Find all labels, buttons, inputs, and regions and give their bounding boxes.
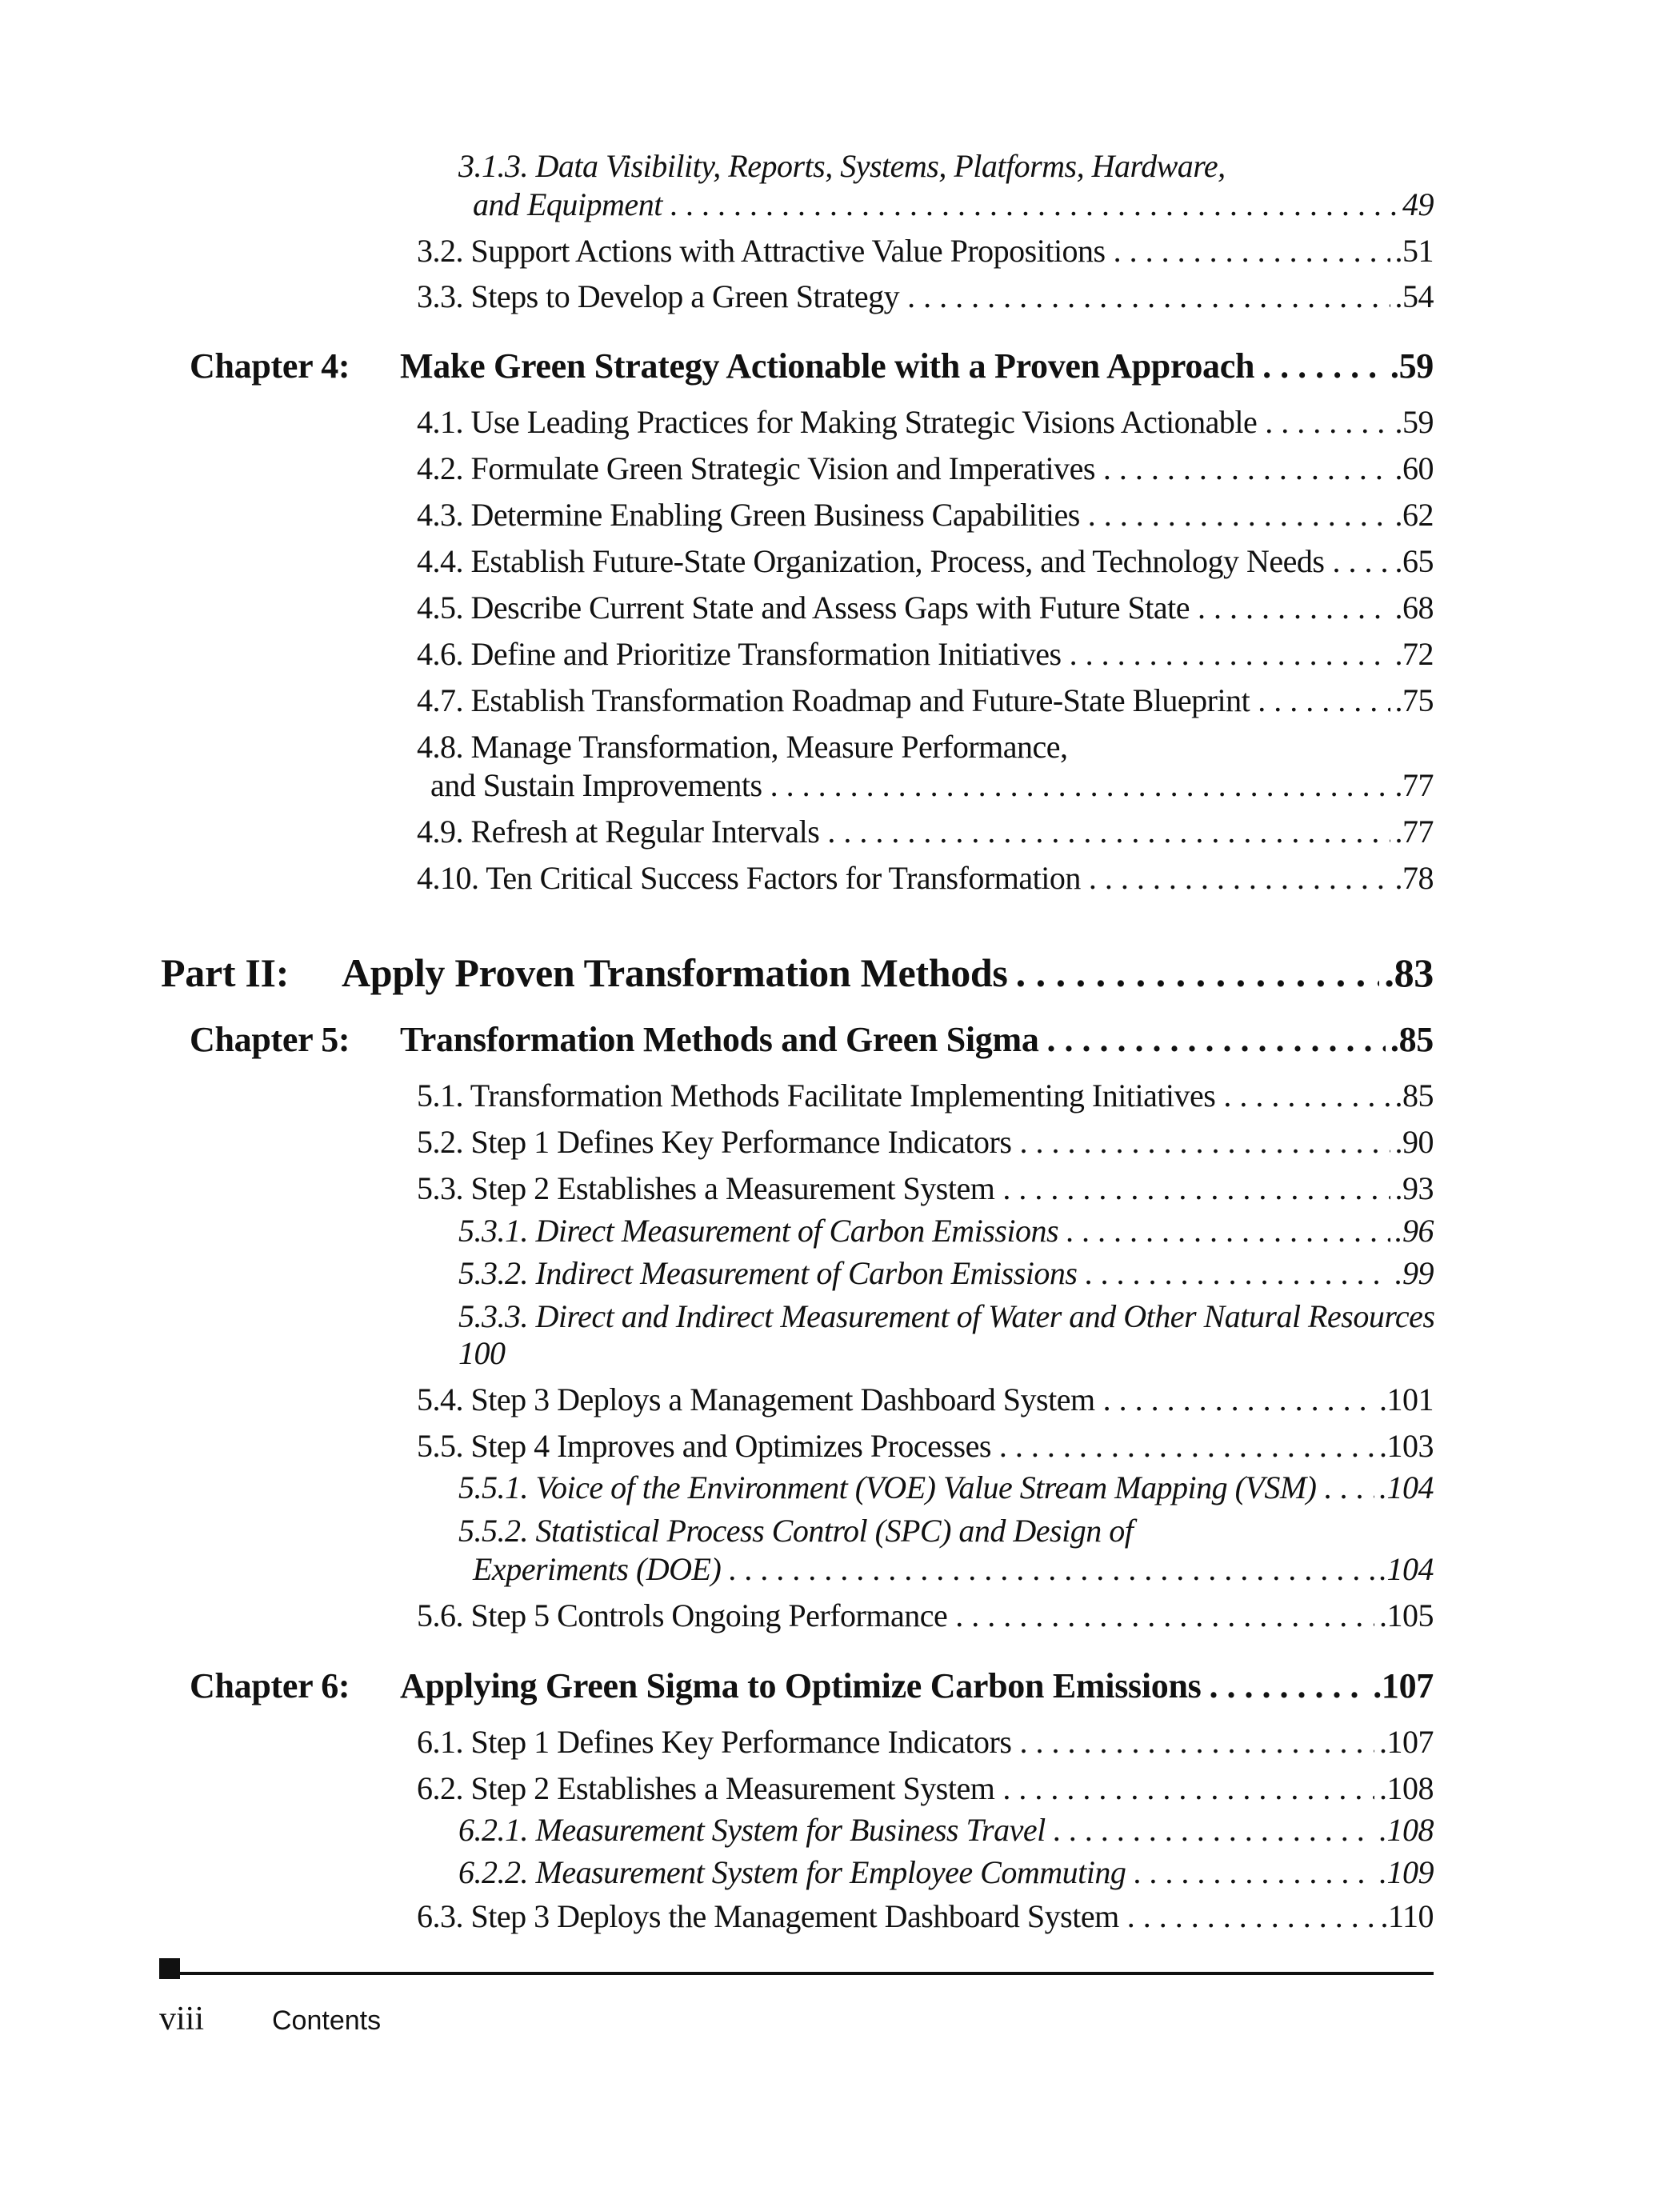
page-number: .51 — [1394, 233, 1434, 269]
page-number: 49 — [1402, 186, 1434, 222]
page-number: .104 — [1379, 1469, 1434, 1505]
toc-entry-4-10[interactable] — [417, 859, 1434, 898]
toc-entry-6-2[interactable] — [417, 1769, 1434, 1808]
dot-leader — [1019, 1123, 1390, 1161]
chapter-title: Applying Green Sigma to Optimize Carbon Emissions — [400, 1666, 1202, 1705]
toc-entry-4-2[interactable] — [417, 450, 1434, 488]
page-number: .75 — [1394, 682, 1434, 718]
toc-entry-5-3-3[interactable]: 5.3.3. Direct and Indirect Measurement of Water and Other Natural Resources — [458, 1298, 1435, 1334]
entry-title: and Equipment — [473, 186, 662, 222]
page-number: .103 — [1379, 1428, 1434, 1464]
dot-leader — [999, 1427, 1374, 1465]
toc-entry-5-5-1[interactable] — [458, 1469, 1434, 1507]
toc-entry-4-8[interactable] — [430, 766, 1434, 805]
page-number: .110 — [1380, 1898, 1434, 1934]
page-number: .93 — [1394, 1170, 1434, 1206]
chapter-title: Transformation Methods and Green Sigma — [400, 1020, 1039, 1059]
toc-entry-5-5[interactable] — [417, 1427, 1434, 1465]
entry-title: 6.2. Step 2 Establishes a Measurement System — [417, 1770, 995, 1806]
page-number: .85 — [1390, 1020, 1434, 1059]
toc-entry-6-2-2[interactable] — [458, 1853, 1434, 1892]
entry-title: 4.1. Use Leading Practices for Making Strategic Visions Actionable — [417, 404, 1258, 440]
entry-title: 4.7. Establish Transformation Roadmap and Future-State Blueprint — [417, 682, 1250, 718]
toc-chapter-4[interactable] — [190, 344, 1434, 389]
page-number: .72 — [1394, 636, 1434, 672]
entry-title: 4.10. Ten Critical Success Factors for Transformation — [417, 860, 1081, 896]
page-number: .90 — [1394, 1124, 1434, 1160]
page-number: .108 — [1379, 1770, 1434, 1806]
toc-entry-4-1[interactable] — [417, 403, 1434, 442]
toc-entry-4-7[interactable] — [417, 682, 1434, 720]
dot-leader — [1054, 1811, 1374, 1849]
dot-leader — [1002, 1769, 1374, 1808]
dot-leader — [1127, 1897, 1376, 1936]
dot-leader — [729, 1550, 1374, 1589]
toc-entry-4-3[interactable] — [417, 496, 1434, 534]
toc-entry-5-3[interactable] — [417, 1169, 1434, 1208]
toc-entry-4-4[interactable] — [417, 542, 1434, 581]
dot-leader — [1066, 1212, 1390, 1250]
entry-title: 4.2. Formulate Green Strategic Vision and Imperatives — [417, 450, 1095, 486]
page-number: .108 — [1379, 1812, 1434, 1848]
entry-title: 5.3.2. Indirect Measurement of Carbon Emissions — [458, 1255, 1078, 1291]
dot-leader — [827, 813, 1390, 851]
dot-leader — [1223, 1077, 1390, 1115]
toc-entry-3-1-3-line1: 3.1.3. Data Visibility, Reports, Systems, Platforms, Hardware, — [458, 148, 1226, 184]
page-number: .107 — [1373, 1666, 1434, 1705]
dot-leader — [1262, 344, 1386, 389]
toc-entry-3-1-3[interactable] — [473, 186, 1434, 224]
toc-entry-5-3-2[interactable] — [458, 1254, 1434, 1293]
entry-title: 6.3. Step 3 Deploys the Management Dashboard System — [417, 1898, 1119, 1934]
dot-leader — [1332, 542, 1390, 581]
dot-leader — [1089, 859, 1390, 898]
toc-entry-5-5-2[interactable] — [473, 1550, 1434, 1589]
toc-entry-6-3[interactable] — [417, 1897, 1434, 1936]
part-title: Apply Proven Transformation Methods — [342, 950, 1008, 995]
entry-title: 5.6. Step 5 Controls Ongoing Performance — [417, 1597, 948, 1633]
entry-title: 4.6. Define and Prioritize Transformation Initiatives — [417, 636, 1062, 672]
dot-leader — [1070, 635, 1390, 674]
dot-leader — [1103, 450, 1390, 488]
toc-entry-4-9[interactable] — [417, 813, 1434, 851]
page-number: .107 — [1379, 1724, 1434, 1760]
dot-leader — [1209, 1664, 1368, 1709]
footer-rule — [161, 1972, 1434, 1975]
entry-title: 3.2. Support Actions with Attractive Value Propositions — [417, 233, 1106, 269]
page-number: .85 — [1394, 1078, 1434, 1113]
toc-entry-3-3[interactable] — [417, 278, 1434, 316]
page-number: .99 — [1394, 1255, 1434, 1291]
page-number: .59 — [1390, 346, 1434, 386]
running-head: Contents — [272, 2005, 382, 2036]
dot-leader — [1047, 1018, 1386, 1062]
page-number: .77 — [1394, 767, 1434, 803]
entry-title: 5.2. Step 1 Defines Key Performance Indicators — [417, 1124, 1012, 1160]
entry-title: 6.1. Step 1 Defines Key Performance Indicators — [417, 1724, 1012, 1760]
page-number: .78 — [1394, 860, 1434, 896]
dot-leader — [1198, 589, 1390, 627]
dot-leader — [1103, 1381, 1374, 1419]
toc-entry-4-5[interactable] — [417, 589, 1434, 627]
dot-leader — [1088, 496, 1390, 534]
toc-entry-6-1[interactable] — [417, 1723, 1434, 1761]
part-label: Part II: — [161, 950, 290, 995]
page-number: .96 — [1394, 1213, 1434, 1249]
toc-entry-5-2[interactable] — [417, 1123, 1434, 1161]
entry-title: 6.2.1. Measurement System for Business Travel — [458, 1812, 1046, 1848]
page-folio: viii — [159, 2001, 205, 2037]
page-number: .62 — [1394, 497, 1434, 533]
dot-leader — [1019, 1723, 1374, 1761]
toc-entry-5-1[interactable] — [417, 1077, 1434, 1115]
chapter-label: Chapter 4: — [190, 346, 350, 386]
footer-square-mark — [159, 1958, 180, 1979]
entry-title: 5.5.1. Voice of the Environment (VOE) Value Stream Mapping (VSM) — [458, 1469, 1317, 1505]
entry-title: 4.5. Describe Current State and Assess Gaps with Future State — [417, 590, 1190, 626]
dot-leader — [1265, 403, 1390, 442]
entry-title: Experiments (DOE) — [473, 1551, 722, 1587]
dot-leader — [770, 766, 1390, 805]
entry-title: 5.3. Step 2 Establishes a Measurement System — [417, 1170, 995, 1206]
toc-entry-5-4[interactable] — [417, 1381, 1434, 1419]
page-number: .104 — [1379, 1551, 1434, 1587]
toc-entry-5-3-3-page: 100 — [458, 1335, 506, 1371]
toc-entry-5-6[interactable] — [417, 1597, 1434, 1635]
dot-leader — [1016, 948, 1380, 998]
toc-part-2[interactable] — [161, 948, 1434, 998]
entry-title: 4.3. Determine Enabling Green Business Capabilities — [417, 497, 1080, 533]
entry-title: 4.9. Refresh at Regular Intervals — [417, 814, 820, 850]
chapter-title: Make Green Strategy Actionable with a Proven Approach — [400, 346, 1255, 386]
page-number: .83 — [1384, 950, 1434, 995]
dot-leader — [1134, 1853, 1374, 1892]
entry-title: 5.5. Step 4 Improves and Optimizes Processes — [417, 1428, 991, 1464]
chapter-label: Chapter 6: — [190, 1666, 350, 1705]
page-number: .68 — [1394, 590, 1434, 626]
toc-entry-5-5-2-line1: 5.5.2. Statistical Process Control (SPC) and Design of — [458, 1513, 1134, 1549]
toc-chapter-5[interactable] — [190, 1018, 1434, 1062]
dot-leader — [670, 186, 1398, 224]
page-number: .105 — [1379, 1597, 1434, 1633]
toc-chapter-6[interactable] — [190, 1664, 1434, 1709]
entry-title: 5.3.1. Direct Measurement of Carbon Emissions — [458, 1213, 1059, 1249]
dot-leader — [1002, 1169, 1390, 1208]
toc-entry-3-2[interactable] — [417, 232, 1434, 270]
entry-title: 5.1. Transformation Methods Facilitate Implementing Initiatives — [417, 1078, 1216, 1113]
toc-entry-4-8-line1: 4.8. Manage Transformation, Measure Performance, — [417, 729, 1068, 765]
page-number: .101 — [1379, 1381, 1434, 1417]
dot-leader — [1258, 682, 1390, 720]
entry-title: 5.4. Step 3 Deploys a Management Dashboard System — [417, 1381, 1095, 1417]
toc-entry-4-6[interactable] — [417, 635, 1434, 674]
entry-title: and Sustain Improvements — [430, 767, 762, 803]
dot-leader — [1085, 1254, 1390, 1293]
dot-leader — [907, 278, 1390, 316]
page-number: .77 — [1394, 814, 1434, 850]
entry-title: 6.2.2. Measurement System for Employee Commuting — [458, 1854, 1126, 1890]
toc-entry-6-2-1[interactable] — [458, 1811, 1434, 1849]
page-number: .60 — [1394, 450, 1434, 486]
dot-leader — [1114, 232, 1390, 270]
page-number: .109 — [1379, 1854, 1434, 1890]
entry-title: 4.4. Establish Future-State Organization, Process, and Technology Needs — [417, 543, 1325, 579]
page-number: .54 — [1394, 278, 1434, 314]
entry-title: 3.3. Steps to Develop a Green Strategy — [417, 278, 900, 314]
chapter-label: Chapter 5: — [190, 1020, 350, 1059]
dot-leader — [1324, 1469, 1374, 1507]
toc-entry-5-3-1[interactable] — [458, 1212, 1434, 1250]
page-number: .59 — [1394, 404, 1434, 440]
dot-leader — [955, 1597, 1374, 1635]
page-number: .65 — [1394, 543, 1434, 579]
